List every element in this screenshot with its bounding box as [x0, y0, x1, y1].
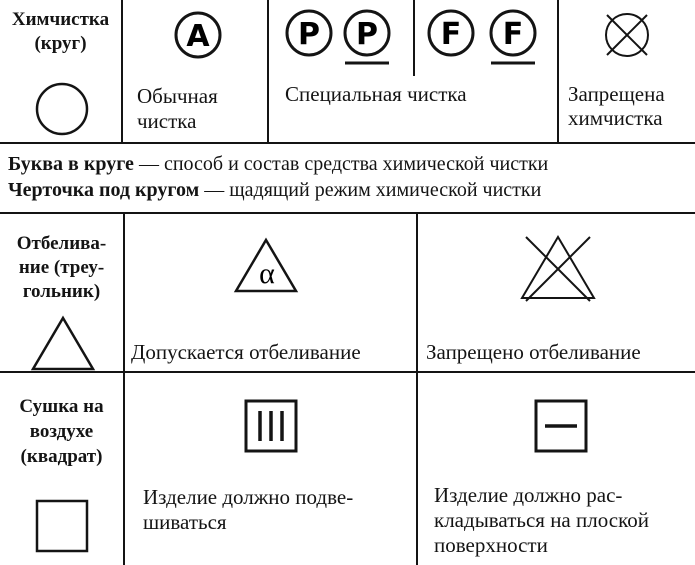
drying-category-line1: Сушка на — [19, 396, 104, 417]
triangle-icon — [30, 314, 96, 372]
crossed-circle-icon — [601, 9, 653, 61]
bleach-allowed-label: Допускается отбеливание — [131, 340, 361, 364]
normal-cleaning-label-line1: Обычная — [137, 84, 218, 108]
drying-category-line3: (квадрат) — [20, 446, 103, 467]
crossed-triangle-icon — [518, 232, 598, 302]
bleaching-row — [0, 214, 695, 372]
bleach-allowed-cell — [123, 214, 416, 372]
square-horizontal-line-icon — [534, 399, 588, 453]
svg-text:F: F — [502, 17, 524, 52]
dry-cleaning-row — [0, 0, 695, 143]
bleaching-category-line1: Отбелива- — [16, 233, 107, 254]
legend-line-letter — [8, 152, 548, 176]
bleaching-category-line2: ние (треу- — [18, 257, 105, 278]
hang-dry-label-line2: шиваться — [143, 510, 227, 534]
svg-text:A: A — [186, 19, 210, 54]
legend-dash-term: Черточка под кругом — [8, 179, 200, 201]
drying-category-cell — [0, 373, 123, 565]
hang-dry-cell — [123, 373, 416, 565]
flat-dry-label-line3: поверхности — [434, 533, 548, 557]
circle-a-icon — [173, 10, 223, 60]
normal-cleaning-cell — [121, 0, 267, 143]
flat-dry-cell — [416, 373, 695, 565]
legend-letter-text: — способ и состав средства химической чистки — [133, 153, 549, 175]
flat-dry-label-line2: кладываться на плоской — [434, 508, 649, 532]
bleach-forbidden-label: Запрещено отбеливание — [426, 340, 641, 364]
special-divider — [413, 0, 415, 76]
forbidden-cleaning-cell — [557, 0, 695, 143]
legend-line-dash — [8, 178, 541, 202]
normal-cleaning-label-line2: чистка — [137, 109, 197, 133]
dry-cleaning-category-title: Химчистка — [11, 9, 110, 30]
legend-dash-text: — щадящий режим химической чистки — [199, 179, 542, 201]
circle-f-icons — [427, 8, 539, 70]
square-icon — [35, 499, 89, 553]
circle-icon — [34, 81, 90, 137]
circle-p-icons — [283, 8, 393, 70]
alpha-triangle-icon — [233, 236, 299, 294]
drying-row — [0, 373, 695, 565]
svg-text:α: α — [259, 257, 275, 290]
bleaching-category-cell — [0, 214, 123, 372]
svg-text:P: P — [356, 17, 378, 52]
legend-row — [0, 144, 695, 214]
drying-category-line2: воздухе — [29, 421, 94, 442]
hang-dry-label-line1: Изделие должно подве- — [143, 485, 354, 509]
special-cleaning-cell — [267, 0, 557, 143]
forbidden-cleaning-label-line2: химчистка — [568, 106, 663, 130]
flat-dry-label-line1: Изделие должно рас- — [434, 483, 623, 507]
forbidden-cleaning-label-line1: Запрещена — [568, 82, 665, 106]
bleaching-category-line3: гольник) — [22, 281, 101, 302]
square-three-lines-icon — [244, 399, 298, 453]
bleach-forbidden-cell — [416, 214, 695, 372]
legend-letter-term: Буква в круге — [8, 153, 134, 175]
special-cleaning-label: Специальная чистка — [285, 82, 467, 106]
svg-text:P: P — [298, 17, 320, 52]
dry-cleaning-category-cell — [0, 0, 121, 143]
dry-cleaning-category-subtitle: (круг) — [34, 33, 87, 54]
svg-text:F: F — [440, 17, 462, 52]
